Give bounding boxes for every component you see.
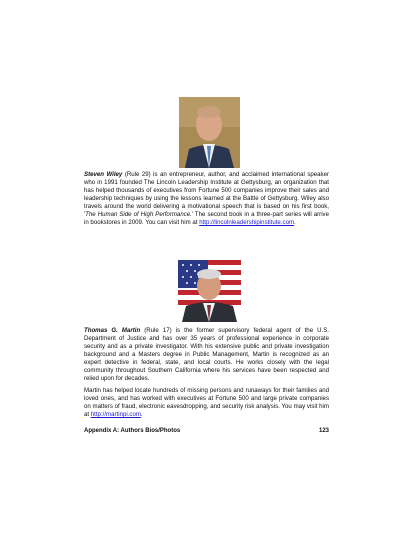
bio-text: Martin has helped locate hundreds of missing persons and runaways for their families and loved ones, and has worked with executives at Fortune 500 and large private companies on matters of fraud, electronic eavesdropping, and security risk analysis. You may visit him at: [84, 387, 329, 418]
footer-title: Appendix A: Authors Bios/Photos: [84, 428, 181, 434]
period: .: [294, 219, 296, 226]
rule-reference: (Rule 17): [144, 327, 172, 334]
book-title: The Human Side of High Performance.: [85, 211, 192, 218]
website-link[interactable]: http://martinpi.com: [90, 411, 141, 418]
bio-text: is the former supervisory federal agent of the U.S. Department of Justice and has over 35 years of professional experience in corporate security and as a private investigator. With his extensive public and private investigation background and a Masters degree in Public Management, Martin is recognized as an expert detective in federal, state, and local courts. He works closely with the legal community throughout Southern California where his services have been respected and relied upon for decades.: [84, 327, 329, 382]
website-link[interactable]: http://lincolnleadershipinstitute.com: [199, 219, 295, 226]
steven-wiley-photo: [179, 97, 240, 168]
bio-thomas-martin: [84, 327, 329, 423]
thomas-martin-photo: [178, 260, 241, 322]
bio-text: ' The second book in a three-part series will arrive in bookstores in 2009. You can visit him at: [84, 211, 329, 226]
period: .: [140, 411, 143, 418]
bio-text: is an entrepreneur, author, and acclaimed international speaker who in 1991 founded The Lincoln Leadership Institute at Gettysburg, an organization that has helped thousands of executives from Fortune 500 companies improve their sales and leadership techniques by using the lessons learned at the Battle of Gettysburg. Wiley also travels around the world delivering a motivational speech that is based on his first book, ': [84, 171, 329, 218]
bio-steven-wiley: [84, 171, 329, 231]
author-name: Thomas G. Martin: [84, 327, 141, 334]
author-name: Steven Wiley: [84, 171, 123, 178]
page-footer: [84, 428, 329, 434]
rule-reference: (Rule 29): [124, 171, 151, 178]
page-number: 123: [318, 428, 329, 434]
